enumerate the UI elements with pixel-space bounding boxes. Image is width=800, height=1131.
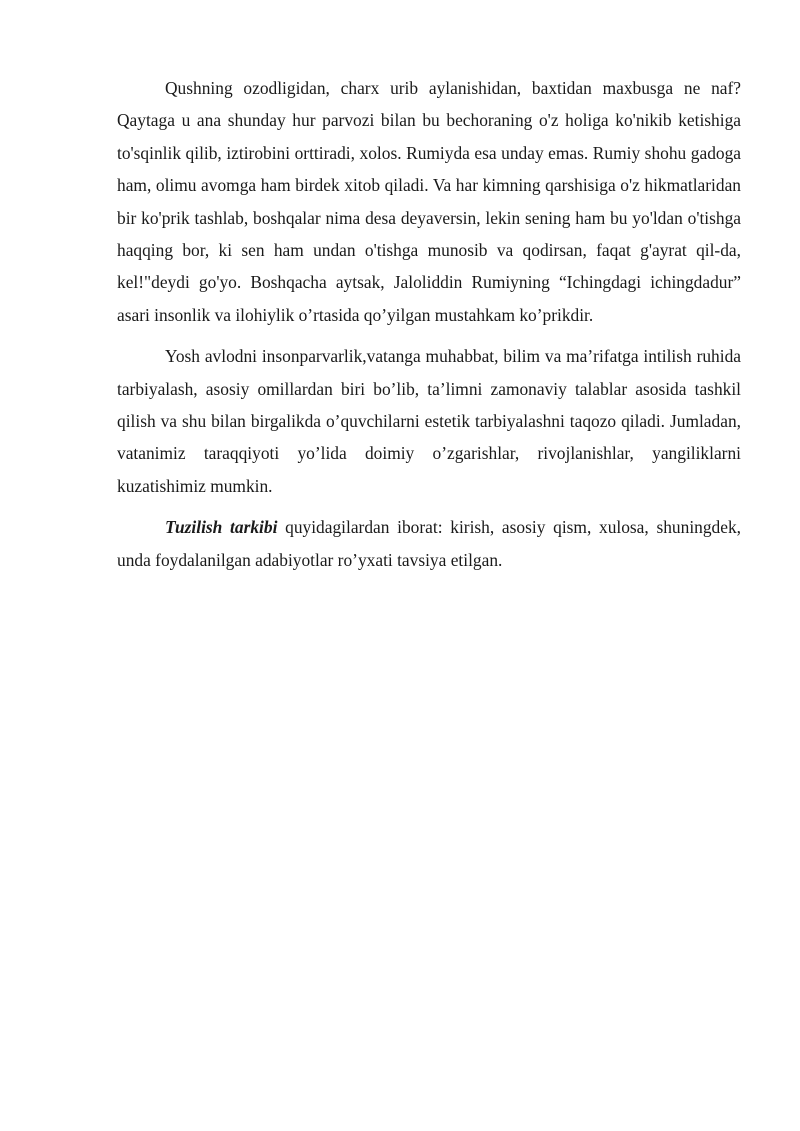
paragraph-text: quyidagilardan iborat: kirish, asosiy qism, xulosa, shuningdek, unda foydalanilgan adabiyotlar ro’yxati tavsiya etilgan. <box>117 517 741 570</box>
paragraph-youth-education <box>117 340 741 502</box>
document-body <box>117 72 741 576</box>
paragraph-text: Qushning ozodligidan, charx urib aylanishidan, baxtidan maxbusga ne naf? Qaytaga u ana shunday hur parvozi bilan bu bechoraning o'z holiga ko'nikib ketishiga to'sqinlik qilib, iztirobini orttiradi, xolos. Rumiyda esa unday emas. Rumiy shohu gadoga ham, olimu avomga ham birdek xitob qiladi. Va har kimning qarshisiga o'z hikmatlaridan bir ko'prik tashlab, boshqalar nima desa deyaversin, lekin sening ham bu yo'ldan o'tishga haqqing bor, ki sen ham undan o'tishga munosib va qodirsan, faqat g'ayrat qil-da, kel!"deydi go'yo. Boshqacha aytsak, Jaloliddin Rumiyning “Ichingdagi ichingdadur” asari insonlik va ilohiylik o’rtasida qo’yilgan mustahkam ko’prikdir. <box>117 78 741 325</box>
paragraph-text: Yosh avlodni insonparvarlik,vatanga muhabbat, bilim va ma’rifatga intilish ruhida tarbiyalash, asosiy omillardan biri bo’lib, ta’limni zamonaviy talablar asosida tashkil qilish va shu bilan birgalikda o’quvchilarni estetik tarbiyalashni taqozo qiladi. Jumladan, vatanimiz taraqqiyoti yo’lida doimiy o’zgarishlar, rivojlanishlar, yangiliklarni kuzatishimiz mumkin. <box>117 346 741 496</box>
paragraph-rumiy-bridge <box>117 72 741 331</box>
paragraph-structure <box>117 511 741 576</box>
structure-lead-term: Tuzilish tarkibi <box>165 517 278 538</box>
